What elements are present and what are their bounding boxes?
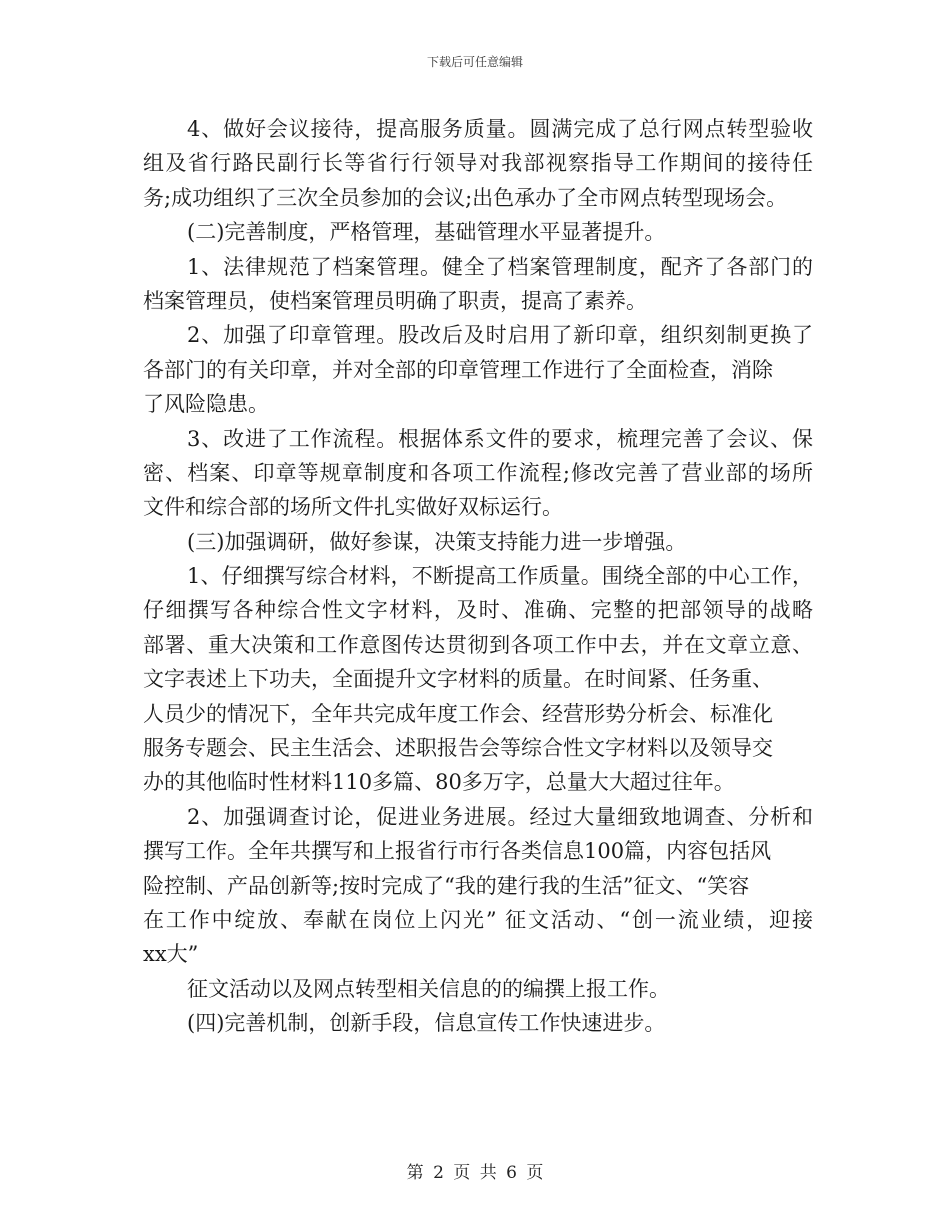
body-text-line: 人员少的情况下，全年共完成年度工作会、经营形势分析会、标准化 bbox=[143, 701, 773, 726]
page-header: 下载后可任意编辑 bbox=[426, 55, 523, 69]
body-text-line: 仔细撰写各种综合性文字材料，及时、准确、完整的把部领导的战略 bbox=[143, 598, 813, 623]
body-text-line: 组及省行路民副行长等省行行领导对我部视察指导工作期间的接待任 bbox=[143, 151, 813, 176]
body-text-line: 办的其他临时性材料110多篇、80多万字，总量大大超过往年。 bbox=[143, 770, 735, 795]
body-text-line: 档案管理员，使档案管理员明确了职责，提高了素养。 bbox=[143, 288, 647, 313]
body-text-line: 1、仔细撰写综合材料，不断提高工作质量。围绕全部的中心工作， bbox=[187, 564, 813, 589]
body-text-line: 文件和综合部的场所文件扎实做好双标运行。 bbox=[143, 495, 563, 520]
body-text-line: 各部门的有关印章，并对全部的印章管理工作进行了全面检查，消除 bbox=[143, 357, 773, 382]
body-text-line: xx大” bbox=[143, 942, 199, 967]
body-text-line: 撰写工作。全年共撰写和上报省行市行各类信息100篇，内容包括风 bbox=[143, 839, 772, 864]
body-text-line: 险控制、产品创新等;按时完成了“我的建行我的生活”征文、“笑容 bbox=[143, 873, 750, 898]
body-text-line: 了风险隐患。 bbox=[143, 392, 269, 417]
body-text-line: 文字表述上下功夫，全面提升文字材料的质量。在时间紧、任务重、 bbox=[143, 667, 773, 692]
body-text-line: 4、做好会议接待，提高服务质量。圆满完成了总行网点转型验收 bbox=[187, 117, 813, 141]
body-text-line: 2、加强调查讨论，促进业务进展。经过大量细致地调查、分析和 bbox=[187, 804, 813, 829]
body-text-line: (三)加强调研，做好参谋，决策支持能力进一步增强。 bbox=[187, 529, 687, 554]
body-text-line: 3、改进了工作流程。根据体系文件的要求，梳理完善了会议、保 bbox=[187, 426, 813, 451]
document-body bbox=[143, 112, 813, 1041]
body-text-line: 务;成功组织了三次全员参加的会议;出色承办了全市网点转型现场会。 bbox=[143, 185, 788, 210]
body-text-line: (四)完善机制，创新手段，信息宣传工作快速进步。 bbox=[187, 1011, 666, 1036]
page-footer: 第 2 页 共 6 页 bbox=[406, 1163, 544, 1183]
body-text-line: 部署、重大决策和工作意图传达贯彻到各项工作中去，并在文章立意、 bbox=[143, 632, 813, 657]
body-text-line: 服务专题会、民主生活会、述职报告会等综合性文字材料以及领导交 bbox=[143, 736, 773, 761]
body-text-line: 在工作中绽放、奉献在岗位上闪光” 征文活动、“创一流业绩，迎接 bbox=[143, 907, 813, 932]
body-text-line: 征文活动以及网点转型相关信息的的编撰上报工作。 bbox=[187, 976, 670, 1001]
body-text-line: 2、加强了印章管理。股改后及时启用了新印章，组织刻制更换了 bbox=[187, 323, 813, 348]
body-text-line: 1、法律规范了档案管理。健全了档案管理制度，配齐了各部门的 bbox=[187, 254, 813, 279]
body-text-line: (二)完善制度，严格管理，基础管理水平显著提升。 bbox=[187, 220, 666, 245]
body-text-line: 密、档案、印章等规章制度和各项工作流程;修改完善了营业部的场所 bbox=[143, 460, 813, 485]
